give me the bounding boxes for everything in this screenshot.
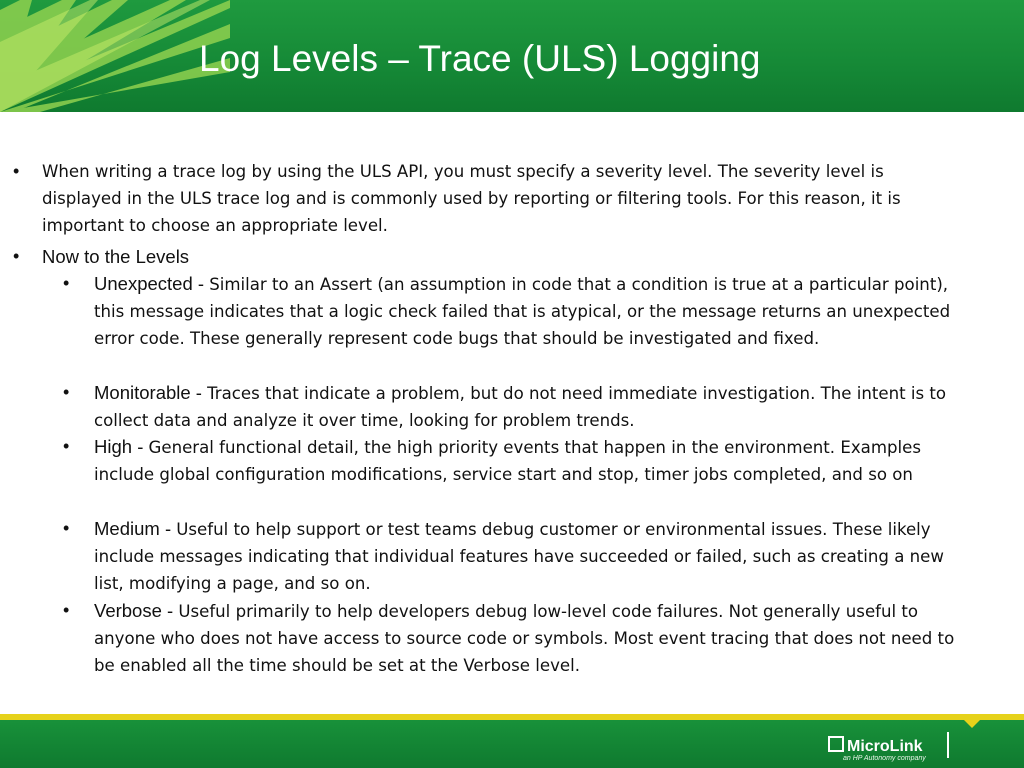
level-high bbox=[94, 433, 960, 488]
sub-bullet-dot: • bbox=[63, 273, 70, 293]
bullet-dot: • bbox=[13, 246, 20, 266]
sub-bullet-dot: • bbox=[63, 382, 70, 402]
bullet-text bbox=[42, 243, 952, 271]
level-description: General functional detail, the high priority events that happen in the environment. Examples include global configuration modifications, service start and stop, timer jobs completed, and so on bbox=[94, 438, 921, 484]
level-term: Verbose - bbox=[94, 600, 179, 621]
footer-notch bbox=[958, 714, 986, 728]
slide-header bbox=[0, 0, 1024, 112]
level-unexpected bbox=[94, 270, 960, 352]
logo-mark-icon bbox=[828, 736, 844, 752]
slide-footer bbox=[0, 706, 1024, 768]
level-term: High - bbox=[94, 436, 149, 457]
bullet-1-text: When writing a trace log by using the ULS API, you must specify a severity level. The severity level is displayed in the ULS trace log and is commonly used by reporting or filtering tools. For this reason, it is important to choose an appropriate level. bbox=[42, 162, 901, 235]
level-verbose bbox=[94, 597, 960, 679]
level-description: Traces that indicate a problem, but do not need immediate investigation. The intent is to collect data and analyze it over time, looking for problem trends. bbox=[94, 384, 947, 430]
logo-tagline: an HP Autonomy company bbox=[843, 755, 926, 762]
microlink-logo bbox=[828, 736, 923, 756]
bullet-text bbox=[42, 158, 952, 239]
level-medium bbox=[94, 515, 960, 597]
level-description: Useful primarily to help developers debug low-level code failures. Not generally useful to anyone who does not have access to source code or symbols. Most event tracing that does not need to be enabled all the time should be set at the Verbose level. bbox=[94, 602, 955, 675]
level-monitorable bbox=[94, 379, 960, 434]
sunburst-decoration bbox=[0, 0, 230, 112]
bullet-dot: • bbox=[13, 161, 20, 181]
logo-text: MicroLink bbox=[847, 738, 923, 755]
sub-bullet-dot: • bbox=[63, 436, 70, 456]
sub-bullet-dot: • bbox=[63, 600, 70, 620]
level-term: Monitorable - bbox=[94, 382, 208, 403]
sub-bullet-dot: • bbox=[63, 518, 70, 538]
level-term: Medium - bbox=[94, 518, 177, 539]
level-term: Unexpected - bbox=[94, 273, 210, 294]
footer-divider bbox=[947, 732, 949, 758]
slide-title: Log Levels – Trace (ULS) Logging bbox=[199, 38, 761, 79]
level-description: Useful to help support or test teams debug customer or environmental issues. These likely include messages indicating that individual features have succeeded or failed, such as creating a new list, modifying a page, and so on. bbox=[94, 520, 944, 593]
level-description: Similar to an Assert (an assumption in code that a condition is true at a particular point), this message indicates that a logic check failed that is atypical, or the message returns an unexpected error code. These generally represent code bugs that should be investigated and fixed. bbox=[94, 275, 951, 348]
bullet-2-text: Now to the Levels bbox=[42, 246, 190, 267]
